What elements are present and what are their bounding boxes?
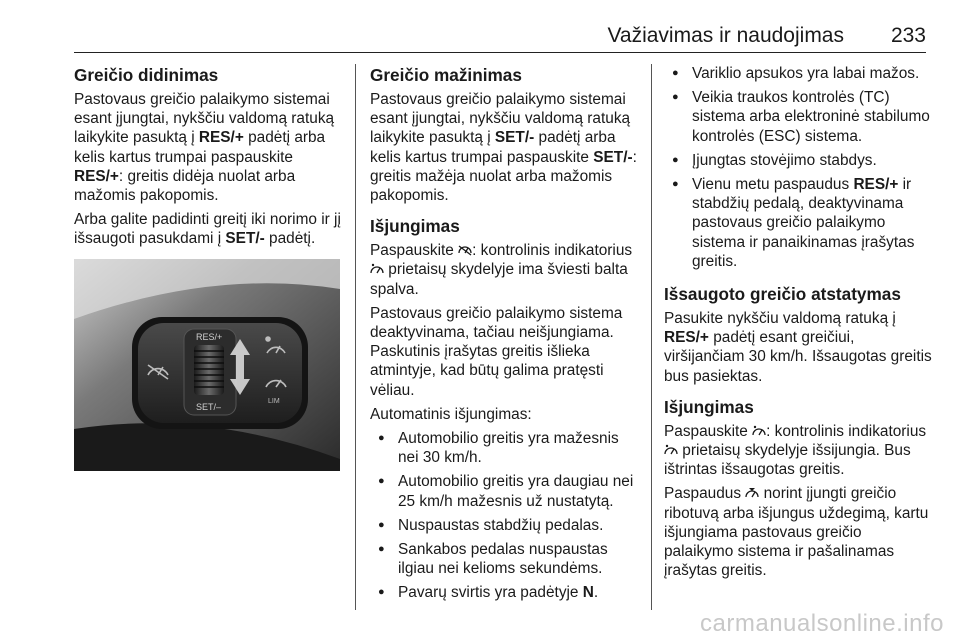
page-title: Važiavimas ir naudojimas: [607, 24, 844, 47]
column-3: [664, 64, 932, 585]
steering-wheel-controls-image: [74, 259, 340, 471]
heading-speed-increase: Greičio didinimas: [74, 65, 219, 85]
page-number: 233: [890, 24, 926, 47]
column-divider-1: [355, 64, 356, 610]
heading-switch-off: Išjungimas: [664, 396, 754, 417]
list-item: ● Nuspaustas stabdžių pedalas.: [370, 516, 640, 535]
watermark: carmanualsonline.info: [700, 610, 944, 637]
heading-speed-decrease: Greičio mažinimas: [370, 65, 522, 85]
paragraph-deactivation: Paspauskite : kontrolinis indikatorius prietaisų skydelyje ima šviesti balta spalva.: [370, 242, 633, 298]
heading-resume-speed: Išsaugoto greičio atstatymas: [664, 284, 901, 305]
column-1: [74, 64, 344, 471]
paragraph-speed-decrease: Pastovaus greičio palaikymo sistemai esant įjungtai, nykščiu valdomą ratuką laikykite pasuktą į SET/- padėtį arba kelis kartus trumpai paspauskite SET/-: greitis mažėja nuolat arba mažomis pakopomis.: [370, 91, 637, 205]
auto-deactivation-list: [370, 429, 640, 603]
lim-label: LIM: [268, 397, 280, 405]
paragraph-speed-increase: Pastovaus greičio palaikymo sistemai esant įjungtai, nykščiu valdomą ratuką laikykite pasuktą į RES/+ padėtį arba kelis kartus trumpai paspauskite RES/+: greitis didėja nuolat arba mažomis pakopomis.: [74, 91, 335, 205]
set-label: SET/–: [196, 401, 222, 412]
column-divider-2: [651, 64, 652, 610]
paragraph-resume-speed: Pasukite nykščiu valdomą ratuką į RES/+ padėtį esant greičiui, viršijančiam 30 km/h. Išsaugotas greitis bus pasiektas.: [664, 310, 932, 385]
cruise-on-icon: [752, 425, 766, 437]
header-rule: [74, 52, 926, 53]
list-item: ● Veikia traukos kontrolės (TC) sistema arba elektroninė stabilumo kontrolės (ESC) sistema.: [664, 88, 932, 146]
list-item: ● Sankabos pedalas nuspaustas ilgiau nei kelioms sekundėms.: [370, 540, 640, 578]
list-item: ● Įjungtas stovėjimo stabdys.: [664, 151, 932, 170]
paragraph-speed-store: Arba galite padidinti greitį iki norimo ir jį išsaugoti pasukdami į SET/- padėtį.: [74, 211, 341, 248]
res-label: RES/+: [196, 331, 223, 342]
page-header: [74, 24, 926, 54]
paragraph-auto-deactivation: Automatinis išjungimas:: [370, 405, 532, 423]
paragraph-switch-off: Paspauskite : kontrolinis indikatorius prietaisų skydelyje išsijungia. Bus ištrintas išsaugotas greitis.: [664, 422, 927, 479]
heading-deactivation: Išjungimas: [370, 216, 460, 237]
column-2: [370, 64, 640, 608]
list-item: ● Automobilio greitis yra mažesnis nei 30 km/h.: [370, 429, 640, 467]
list-item: ● Vienu metu paspaudus RES/+ ir stabdžių pedalą, deaktyvinama pastovaus greičio palaikymo sistema ir panaikinamas įrašytas greitis.: [664, 175, 932, 271]
paragraph-deactivated-memory: Pastovaus greičio palaikymo sistema deaktyvinama, tačiau neišjungiama. Paskutinis įrašytas greitis išlieka atmintyje, kad būtų galima pratęsti vėliau.: [370, 304, 623, 399]
paragraph-limiter-ignition: Paspaudus norint įjungti greičio ribotuvą arba išjungus uždegimą, kartu išjungiama pastovaus greičio palaikymo sistema ir pašalinamas įrašytas greitis.: [664, 485, 929, 580]
cruise-off-icon: [458, 244, 472, 256]
cruise-indicator-icon: [370, 263, 384, 275]
list-item: ● Variklio apsukos yra labai mažos.: [664, 64, 932, 83]
auto-deactivation-list-continued: [664, 64, 932, 271]
list-item: ● Pavarų svirtis yra padėtyje N.: [370, 583, 640, 602]
list-item: ● Automobilio greitis yra daugiau nei 25 km/h mažesnis už nustatytą.: [370, 472, 640, 510]
speed-limiter-icon: [745, 487, 759, 499]
cruise-indicator-icon: [664, 444, 678, 456]
